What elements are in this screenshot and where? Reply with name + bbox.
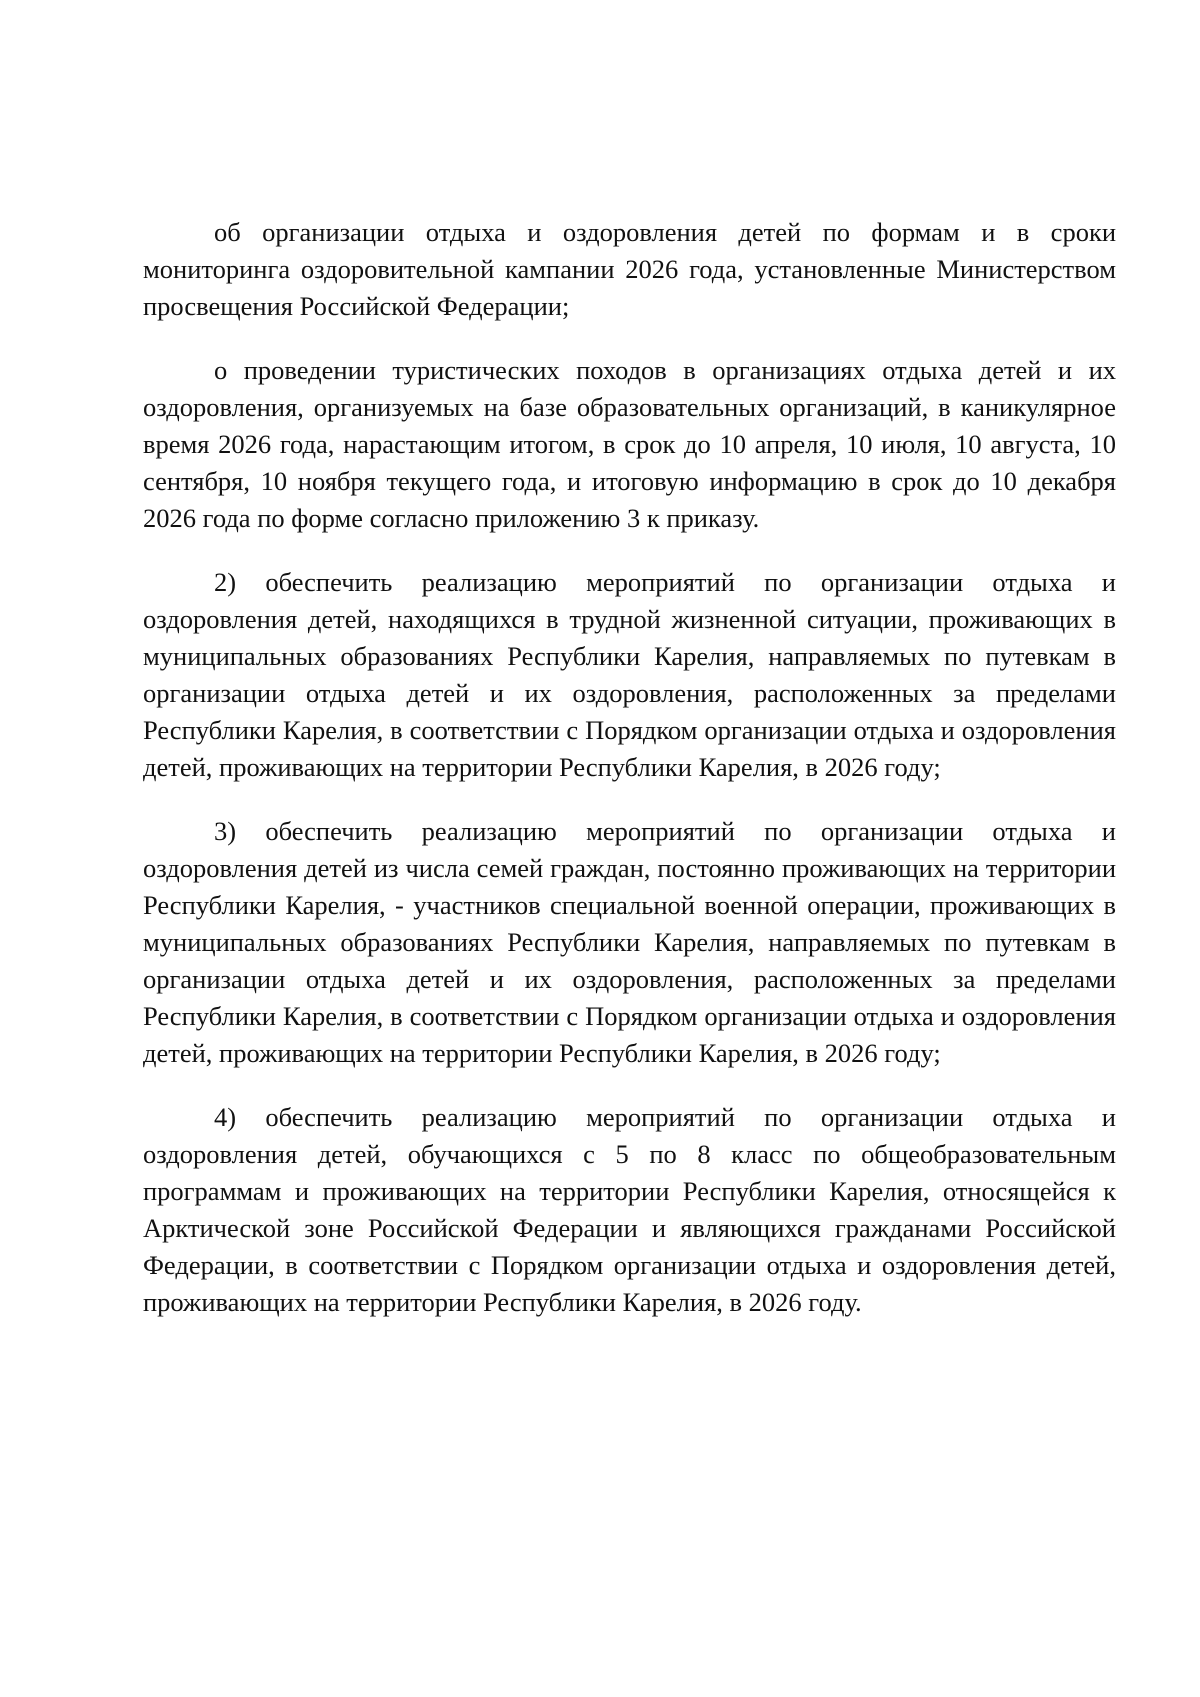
paragraph-tourist-trips: о проведении туристических походов в организациях отдыха детей и их оздоровления, организуемых на базе образовательных организаций, в каникулярное время 2026 года, нарастающим итогом, в срок до 10 апреля, 10 июля, 10 августа, 10 сентября, 10 ноября текущего года, и итоговую информацию в срок до 10 декабря 2026 года по форме согласно приложению 3 к приказу. [143, 355, 1116, 533]
paragraph-item-4: 4) обеспечить реализацию мероприятий по организации отдыха и оздоровления детей, обучающихся с 5 по 8 класс по общеобразовательным программам и проживающих на территории Республики Карелия, относящейся к Арктической зоне Российской Федерации и являющихся гражданами Российской Федерации, в соответствии с Порядком организации отдыха и оздоровления детей, проживающих на территории Республики Карелия, в 2026 году. [143, 1102, 1116, 1317]
paragraph-item-3: 3) обеспечить реализацию мероприятий по организации отдыха и оздоровления детей из числа семей граждан, постоянно проживающих на территории Республики Карелия, - участников специальной военной операции, проживающих в муниципальных образованиях Республики Карелия, направляемых по путевкам в организации отдыха детей и их оздоровления, расположенных за пределами Республики Карелия, в соответствии с Порядком организации отдыха и оздоровления детей, проживающих на территории Республики Карелия, в 2026 году; [143, 816, 1116, 1068]
paragraph-monitoring: об организации отдыха и оздоровления детей по формам и в сроки мониторинга оздоровительной кампании 2026 года, установленные Министерством просвещения Российской Федерации; [143, 217, 1116, 321]
paragraph-item-2: 2) обеспечить реализацию мероприятий по организации отдыха и оздоровления детей, находящихся в трудной жизненной ситуации, проживающих в муниципальных образованиях Республики Карелия, направляемых по путевкам в организации отдыха детей и их оздоровления, расположенных за пределами Республики Карелия, в соответствии с Порядком организации отдыха и оздоровления детей, проживающих на территории Республики Карелия, в 2026 году; [143, 567, 1116, 782]
document-body [143, 214, 1116, 1348]
